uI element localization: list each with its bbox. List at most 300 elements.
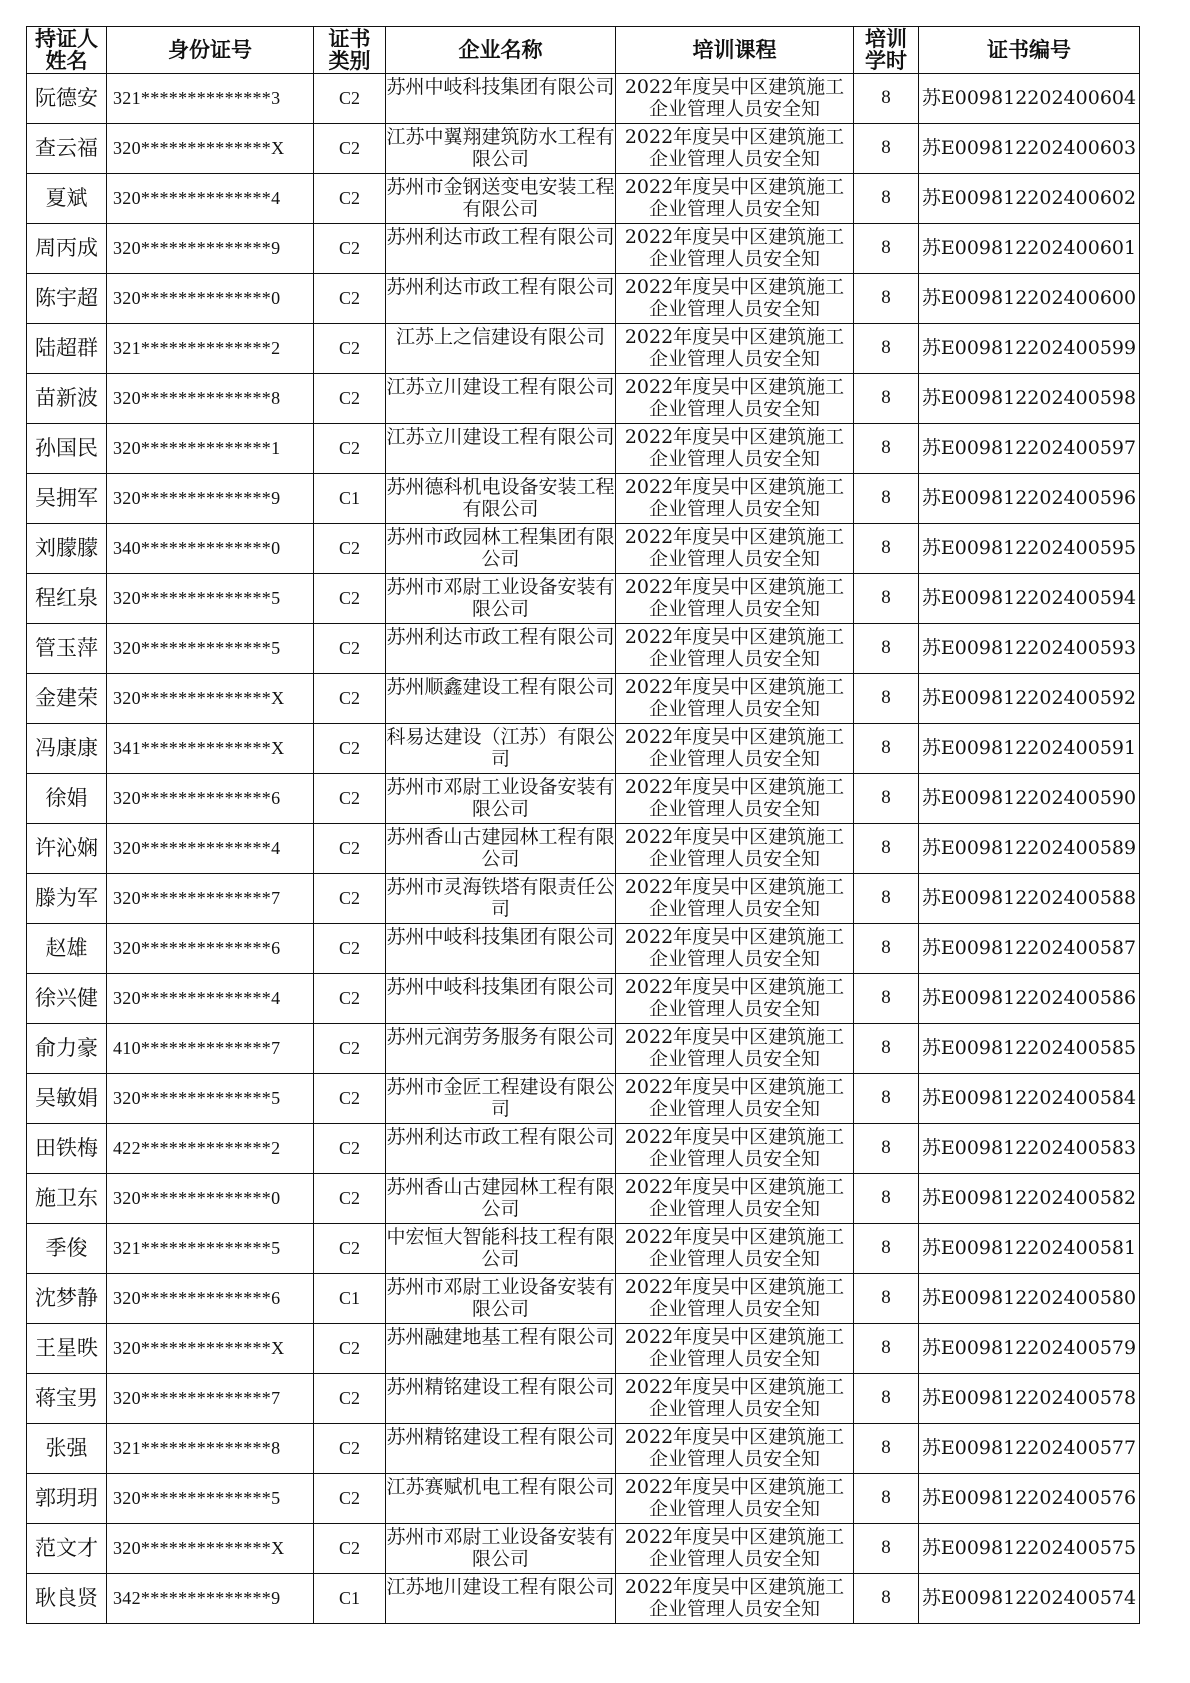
- cert-type-cell: C2: [314, 1324, 386, 1374]
- course-cell-text: 2022年度吴中区建筑施工企业管理人员安全知: [624, 1376, 845, 1421]
- company-cell-text: 苏州市金钢送变电安装工程有限公司: [386, 176, 615, 221]
- course-cell-text: 2022年度吴中区建筑施工企业管理人员安全知: [624, 1126, 845, 1171]
- table-row: [27, 274, 1140, 324]
- hours-cell: 8: [854, 574, 919, 624]
- company-cell: [386, 924, 616, 974]
- course-cell-text: 2022年度吴中区建筑施工企业管理人员安全知: [624, 1326, 845, 1371]
- id-number-cell: 320**************9: [107, 474, 314, 524]
- cert-type-cell: C1: [314, 1274, 386, 1324]
- id-number-cell: 320**************0: [107, 274, 314, 324]
- id-number-cell: 320**************5: [107, 574, 314, 624]
- course-cell-text: 2022年度吴中区建筑施工企业管理人员安全知: [624, 1276, 845, 1321]
- company-cell: [386, 1574, 616, 1624]
- company-cell: [386, 174, 616, 224]
- holder-name-cell: 滕为军: [27, 874, 107, 924]
- cert-no-cell: 苏E009812202400579: [919, 1324, 1140, 1374]
- id-number-cell: 320**************8: [107, 374, 314, 424]
- cert-type-cell: C2: [314, 274, 386, 324]
- holder-name-cell: 冯康康: [27, 724, 107, 774]
- company-cell: [386, 474, 616, 524]
- holder-name-cell: 施卫东: [27, 1174, 107, 1224]
- company-cell: [386, 974, 616, 1024]
- cert-no-cell: 苏E009812202400603: [919, 124, 1140, 174]
- company-cell: [386, 1474, 616, 1524]
- course-cell-text: 2022年度吴中区建筑施工企业管理人员安全知: [624, 376, 845, 421]
- table-row: [27, 224, 1140, 274]
- cert-type-cell: C2: [314, 1074, 386, 1124]
- company-cell-text: 中宏恒大智能科技工程有限公司: [386, 1226, 615, 1271]
- holder-name-cell: 俞力豪: [27, 1024, 107, 1074]
- course-cell-text: 2022年度吴中区建筑施工企业管理人员安全知: [624, 726, 845, 771]
- company-cell: [386, 1174, 616, 1224]
- hours-cell: 8: [854, 324, 919, 374]
- company-cell: [386, 674, 616, 724]
- table-row: [27, 624, 1140, 674]
- cert-type-cell: C2: [314, 124, 386, 174]
- company-cell-text: 苏州市邓尉工业设备安装有限公司: [386, 776, 615, 821]
- id-number-cell: 320**************6: [107, 1274, 314, 1324]
- course-cell: [616, 1024, 854, 1074]
- course-cell: [616, 1524, 854, 1574]
- course-cell: [616, 124, 854, 174]
- holder-name-cell: 周丙成: [27, 224, 107, 274]
- course-cell: [616, 974, 854, 1024]
- company-cell: [386, 574, 616, 624]
- company-cell-text: 苏州市邓尉工业设备安装有限公司: [386, 576, 615, 621]
- company-cell: [386, 624, 616, 674]
- course-cell-text: 2022年度吴中区建筑施工企业管理人员安全知: [624, 976, 845, 1021]
- course-cell-text: 2022年度吴中区建筑施工企业管理人员安全知: [624, 1026, 845, 1071]
- cert-type-cell: C2: [314, 424, 386, 474]
- course-cell-text: 2022年度吴中区建筑施工企业管理人员安全知: [624, 1576, 845, 1621]
- course-cell: [616, 874, 854, 924]
- hours-cell: 8: [854, 124, 919, 174]
- cert-no-cell: 苏E009812202400574: [919, 1574, 1140, 1624]
- course-cell: [616, 1474, 854, 1524]
- cert-no-cell: 苏E009812202400590: [919, 774, 1140, 824]
- table-row: [27, 874, 1140, 924]
- course-cell-text: 2022年度吴中区建筑施工企业管理人员安全知: [624, 1076, 845, 1121]
- company-cell: [386, 824, 616, 874]
- id-number-cell: 320**************4: [107, 974, 314, 1024]
- company-cell: [386, 1524, 616, 1574]
- id-number-cell: 320**************0: [107, 1174, 314, 1224]
- company-cell: [386, 124, 616, 174]
- course-cell: [616, 674, 854, 724]
- holder-name-cell: 蒋宝男: [27, 1374, 107, 1424]
- table-row: [27, 424, 1140, 474]
- cert-type-cell: C2: [314, 1174, 386, 1224]
- header-row: [27, 27, 1140, 74]
- cert-no-cell: 苏E009812202400591: [919, 724, 1140, 774]
- company-cell: [386, 374, 616, 424]
- hours-cell: 8: [854, 1424, 919, 1474]
- course-cell-text: 2022年度吴中区建筑施工企业管理人员安全知: [624, 926, 845, 971]
- id-number-cell: 342**************9: [107, 1574, 314, 1624]
- cert-no-cell: 苏E009812202400583: [919, 1124, 1140, 1174]
- cert-type-cell: C2: [314, 524, 386, 574]
- header-company: 企业名称: [386, 27, 616, 74]
- company-cell-text: 江苏中翼翔建筑防水工程有限公司: [386, 126, 615, 171]
- hours-cell: 8: [854, 424, 919, 474]
- id-number-cell: 320**************4: [107, 824, 314, 874]
- id-number-cell: 320**************X: [107, 1524, 314, 1574]
- table-body: [27, 74, 1140, 1624]
- header-cert-type: 证书 类别: [314, 27, 386, 74]
- course-cell: [616, 274, 854, 324]
- course-cell: [616, 524, 854, 574]
- hours-cell: 8: [854, 1374, 919, 1424]
- id-number-cell: 320**************6: [107, 774, 314, 824]
- holder-name-cell: 吴拥军: [27, 474, 107, 524]
- holder-name-cell: 孙国民: [27, 424, 107, 474]
- table-row: [27, 1424, 1140, 1474]
- cert-no-cell: 苏E009812202400588: [919, 874, 1140, 924]
- id-number-cell: 320**************4: [107, 174, 314, 224]
- table-row: [27, 674, 1140, 724]
- course-cell-text: 2022年度吴中区建筑施工企业管理人员安全知: [624, 226, 845, 271]
- id-number-cell: 321**************8: [107, 1424, 314, 1474]
- course-cell-text: 2022年度吴中区建筑施工企业管理人员安全知: [624, 76, 845, 121]
- hours-cell: 8: [854, 174, 919, 224]
- course-cell-text: 2022年度吴中区建筑施工企业管理人员安全知: [624, 426, 845, 471]
- course-cell: [616, 1124, 854, 1174]
- company-cell: [386, 224, 616, 274]
- hours-cell: 8: [854, 274, 919, 324]
- cert-no-cell: 苏E009812202400589: [919, 824, 1140, 874]
- certificate-table: [26, 26, 1140, 1624]
- table-row: [27, 124, 1140, 174]
- course-cell-text: 2022年度吴中区建筑施工企业管理人员安全知: [624, 1176, 845, 1221]
- id-number-cell: 321**************2: [107, 324, 314, 374]
- id-number-cell: 320**************5: [107, 1074, 314, 1124]
- course-cell: [616, 924, 854, 974]
- company-cell-text: 苏州利达市政工程有限公司: [386, 226, 615, 248]
- id-number-cell: 320**************5: [107, 1474, 314, 1524]
- course-cell-text: 2022年度吴中区建筑施工企业管理人员安全知: [624, 526, 845, 571]
- course-cell: [616, 1324, 854, 1374]
- cert-type-cell: C2: [314, 774, 386, 824]
- id-number-cell: 422**************2: [107, 1124, 314, 1174]
- holder-name-cell: 郭玥玥: [27, 1474, 107, 1524]
- company-cell-text: 苏州精铭建设工程有限公司: [386, 1376, 615, 1398]
- table-row: [27, 1174, 1140, 1224]
- course-cell-text: 2022年度吴中区建筑施工企业管理人员安全知: [624, 1476, 845, 1521]
- course-cell: [616, 774, 854, 824]
- hours-cell: 8: [854, 1474, 919, 1524]
- holder-name-cell: 王星昳: [27, 1324, 107, 1374]
- hours-cell: 8: [854, 1124, 919, 1174]
- company-cell-text: 苏州利达市政工程有限公司: [386, 626, 615, 648]
- table-row: [27, 1024, 1140, 1074]
- company-cell: [386, 1274, 616, 1324]
- cert-type-cell: C2: [314, 874, 386, 924]
- company-cell: [386, 324, 616, 374]
- course-cell: [616, 174, 854, 224]
- company-cell: [386, 74, 616, 124]
- holder-name-cell: 赵雄: [27, 924, 107, 974]
- cert-type-cell: C2: [314, 224, 386, 274]
- hours-cell: 8: [854, 774, 919, 824]
- id-number-cell: 320**************7: [107, 874, 314, 924]
- cert-no-cell: 苏E009812202400594: [919, 574, 1140, 624]
- table-row: [27, 1124, 1140, 1174]
- header-hours: 培训 学时: [854, 27, 919, 74]
- cert-type-cell: C2: [314, 1424, 386, 1474]
- table-row: [27, 324, 1140, 374]
- course-cell-text: 2022年度吴中区建筑施工企业管理人员安全知: [624, 326, 845, 371]
- course-cell: [616, 224, 854, 274]
- id-number-cell: 320**************1: [107, 424, 314, 474]
- course-cell-text: 2022年度吴中区建筑施工企业管理人员安全知: [624, 176, 845, 221]
- id-number-cell: 410**************7: [107, 1024, 314, 1074]
- hours-cell: 8: [854, 874, 919, 924]
- cert-type-cell: C2: [314, 1024, 386, 1074]
- course-cell: [616, 1574, 854, 1624]
- hours-cell: 8: [854, 1274, 919, 1324]
- company-cell-text: 江苏上之信建设有限公司: [395, 326, 605, 348]
- cert-type-cell: C1: [314, 1574, 386, 1624]
- cert-no-cell: 苏E009812202400582: [919, 1174, 1140, 1224]
- company-cell-text: 苏州市金匠工程建设有限公司: [386, 1076, 615, 1121]
- table-row: [27, 474, 1140, 524]
- holder-name-cell: 金建荣: [27, 674, 107, 724]
- company-cell: [386, 1224, 616, 1274]
- company-cell: [386, 1374, 616, 1424]
- table-row: [27, 174, 1140, 224]
- course-cell: [616, 1224, 854, 1274]
- course-cell-text: 2022年度吴中区建筑施工企业管理人员安全知: [624, 1426, 845, 1471]
- cert-no-cell: 苏E009812202400575: [919, 1524, 1140, 1574]
- course-cell-text: 2022年度吴中区建筑施工企业管理人员安全知: [624, 1526, 845, 1571]
- hours-cell: 8: [854, 74, 919, 124]
- table-row: [27, 74, 1140, 124]
- cert-no-cell: 苏E009812202400602: [919, 174, 1140, 224]
- cert-type-cell: C1: [314, 474, 386, 524]
- cert-no-cell: 苏E009812202400578: [919, 1374, 1140, 1424]
- table-row: [27, 1574, 1140, 1624]
- course-cell: [616, 724, 854, 774]
- company-cell: [386, 274, 616, 324]
- hours-cell: 8: [854, 1324, 919, 1374]
- table-row: [27, 974, 1140, 1024]
- holder-name-cell: 陆超群: [27, 324, 107, 374]
- company-cell-text: 苏州香山古建园林工程有限公司: [386, 826, 615, 871]
- cert-no-cell: 苏E009812202400600: [919, 274, 1140, 324]
- table-row: [27, 1324, 1140, 1374]
- holder-name-cell: 阮德安: [27, 74, 107, 124]
- course-cell: [616, 1424, 854, 1474]
- id-number-cell: 321**************3: [107, 74, 314, 124]
- holder-name-cell: 许沁娴: [27, 824, 107, 874]
- table-row: [27, 774, 1140, 824]
- holder-name-cell: 陈宇超: [27, 274, 107, 324]
- table-row: [27, 1474, 1140, 1524]
- hours-cell: 8: [854, 374, 919, 424]
- header-cert-no: 证书编号: [919, 27, 1140, 74]
- course-cell-text: 2022年度吴中区建筑施工企业管理人员安全知: [624, 1226, 845, 1271]
- company-cell-text: 苏州市邓尉工业设备安装有限公司: [386, 1526, 615, 1571]
- course-cell-text: 2022年度吴中区建筑施工企业管理人员安全知: [624, 776, 845, 821]
- hours-cell: 8: [854, 1574, 919, 1624]
- company-cell-text: 苏州中岐科技集团有限公司: [386, 976, 615, 998]
- holder-name-cell: 季俊: [27, 1224, 107, 1274]
- course-cell: [616, 1074, 854, 1124]
- company-cell-text: 苏州利达市政工程有限公司: [386, 276, 615, 298]
- cert-type-cell: C2: [314, 824, 386, 874]
- course-cell: [616, 474, 854, 524]
- cert-type-cell: C2: [314, 674, 386, 724]
- holder-name-cell: 刘朦朦: [27, 524, 107, 574]
- hours-cell: 8: [854, 1074, 919, 1124]
- course-cell-text: 2022年度吴中区建筑施工企业管理人员安全知: [624, 826, 845, 871]
- id-number-cell: 341**************X: [107, 724, 314, 774]
- cert-type-cell: C2: [314, 1474, 386, 1524]
- cert-no-cell: 苏E009812202400604: [919, 74, 1140, 124]
- company-cell-text: 苏州德科机电设备安装工程有限公司: [386, 476, 615, 521]
- course-cell: [616, 424, 854, 474]
- course-cell: [616, 74, 854, 124]
- hours-cell: 8: [854, 724, 919, 774]
- holder-name-cell: 夏斌: [27, 174, 107, 224]
- holder-name-cell: 程红泉: [27, 574, 107, 624]
- cert-no-cell: 苏E009812202400593: [919, 624, 1140, 674]
- cert-type-cell: C2: [314, 1124, 386, 1174]
- table-row: [27, 1374, 1140, 1424]
- cert-no-cell: 苏E009812202400585: [919, 1024, 1140, 1074]
- id-number-cell: 320**************7: [107, 1374, 314, 1424]
- cert-type-cell: C2: [314, 1524, 386, 1574]
- table-row: [27, 724, 1140, 774]
- table-row: [27, 1074, 1140, 1124]
- company-cell-text: 苏州融建地基工程有限公司: [386, 1326, 615, 1348]
- id-number-cell: 320**************5: [107, 624, 314, 674]
- hours-cell: 8: [854, 474, 919, 524]
- company-cell-text: 苏州市邓尉工业设备安装有限公司: [386, 1276, 615, 1321]
- company-cell-text: 江苏立川建设工程有限公司: [386, 426, 615, 448]
- cert-type-cell: C2: [314, 324, 386, 374]
- course-cell: [616, 324, 854, 374]
- hours-cell: 8: [854, 974, 919, 1024]
- holder-name-cell: 管玉萍: [27, 624, 107, 674]
- table-row: [27, 524, 1140, 574]
- company-cell-text: 苏州顺鑫建设工程有限公司: [386, 676, 615, 698]
- header-course: 培训课程: [616, 27, 854, 74]
- id-number-cell: 321**************5: [107, 1224, 314, 1274]
- company-cell-text: 苏州市灵海铁塔有限责任公司: [386, 876, 615, 921]
- table-row: [27, 924, 1140, 974]
- course-cell-text: 2022年度吴中区建筑施工企业管理人员安全知: [624, 576, 845, 621]
- course-cell-text: 2022年度吴中区建筑施工企业管理人员安全知: [624, 476, 845, 521]
- company-cell: [386, 774, 616, 824]
- hours-cell: 8: [854, 674, 919, 724]
- company-cell: [386, 424, 616, 474]
- holder-name-cell: 苗新波: [27, 374, 107, 424]
- hours-cell: 8: [854, 524, 919, 574]
- id-number-cell: 320**************9: [107, 224, 314, 274]
- company-cell-text: 江苏立川建设工程有限公司: [386, 376, 615, 398]
- company-cell-text: 科易达建设（江苏）有限公司: [386, 726, 615, 771]
- cert-type-cell: C2: [314, 1224, 386, 1274]
- cert-type-cell: C2: [314, 174, 386, 224]
- course-cell: [616, 624, 854, 674]
- hours-cell: 8: [854, 1174, 919, 1224]
- cert-no-cell: 苏E009812202400598: [919, 374, 1140, 424]
- company-cell-text: 苏州香山古建园林工程有限公司: [386, 1176, 615, 1221]
- cert-no-cell: 苏E009812202400580: [919, 1274, 1140, 1324]
- header-holder-name: 持证人 姓名: [27, 27, 107, 74]
- company-cell-text: 苏州元润劳务服务有限公司: [386, 1026, 615, 1048]
- table-row: [27, 574, 1140, 624]
- cert-no-cell: 苏E009812202400577: [919, 1424, 1140, 1474]
- table-row: [27, 824, 1140, 874]
- course-cell: [616, 374, 854, 424]
- course-cell: [616, 574, 854, 624]
- company-cell: [386, 1074, 616, 1124]
- table-row: [27, 1224, 1140, 1274]
- cert-no-cell: 苏E009812202400599: [919, 324, 1140, 374]
- id-number-cell: 320**************6: [107, 924, 314, 974]
- course-cell: [616, 1274, 854, 1324]
- table-row: [27, 374, 1140, 424]
- company-cell-text: 江苏地川建设工程有限公司: [386, 1576, 615, 1598]
- company-cell: [386, 1024, 616, 1074]
- cert-no-cell: 苏E009812202400576: [919, 1474, 1140, 1524]
- holder-name-cell: 张强: [27, 1424, 107, 1474]
- id-number-cell: 340**************0: [107, 524, 314, 574]
- hours-cell: 8: [854, 1224, 919, 1274]
- course-cell: [616, 1174, 854, 1224]
- id-number-cell: 320**************X: [107, 124, 314, 174]
- holder-name-cell: 吴敏娟: [27, 1074, 107, 1124]
- company-cell: [386, 1124, 616, 1174]
- company-cell: [386, 1424, 616, 1474]
- cert-type-cell: C2: [314, 924, 386, 974]
- hours-cell: 8: [854, 624, 919, 674]
- hours-cell: 8: [854, 1024, 919, 1074]
- course-cell-text: 2022年度吴中区建筑施工企业管理人员安全知: [624, 276, 845, 321]
- cert-type-cell: C2: [314, 74, 386, 124]
- hours-cell: 8: [854, 1524, 919, 1574]
- course-cell: [616, 1374, 854, 1424]
- table-row: [27, 1274, 1140, 1324]
- company-cell-text: 苏州中岐科技集团有限公司: [386, 926, 615, 948]
- holder-name-cell: 田铁梅: [27, 1124, 107, 1174]
- header-id-number: 身份证号: [107, 27, 314, 74]
- course-cell-text: 2022年度吴中区建筑施工企业管理人员安全知: [624, 676, 845, 721]
- company-cell: [386, 524, 616, 574]
- cert-type-cell: C2: [314, 1374, 386, 1424]
- course-cell: [616, 824, 854, 874]
- cert-type-cell: C2: [314, 574, 386, 624]
- cert-no-cell: 苏E009812202400595: [919, 524, 1140, 574]
- cert-no-cell: 苏E009812202400592: [919, 674, 1140, 724]
- course-cell-text: 2022年度吴中区建筑施工企业管理人员安全知: [624, 876, 845, 921]
- cert-no-cell: 苏E009812202400597: [919, 424, 1140, 474]
- company-cell: [386, 1324, 616, 1374]
- holder-name-cell: 耿良贤: [27, 1574, 107, 1624]
- hours-cell: 8: [854, 924, 919, 974]
- table-row: [27, 1524, 1140, 1574]
- cert-type-cell: C2: [314, 974, 386, 1024]
- company-cell-text: 江苏赛赋机电工程有限公司: [386, 1476, 615, 1498]
- company-cell-text: 苏州利达市政工程有限公司: [386, 1126, 615, 1148]
- course-cell-text: 2022年度吴中区建筑施工企业管理人员安全知: [624, 626, 845, 671]
- cert-no-cell: 苏E009812202400596: [919, 474, 1140, 524]
- id-number-cell: 320**************X: [107, 1324, 314, 1374]
- cert-no-cell: 苏E009812202400587: [919, 924, 1140, 974]
- holder-name-cell: 范文才: [27, 1524, 107, 1574]
